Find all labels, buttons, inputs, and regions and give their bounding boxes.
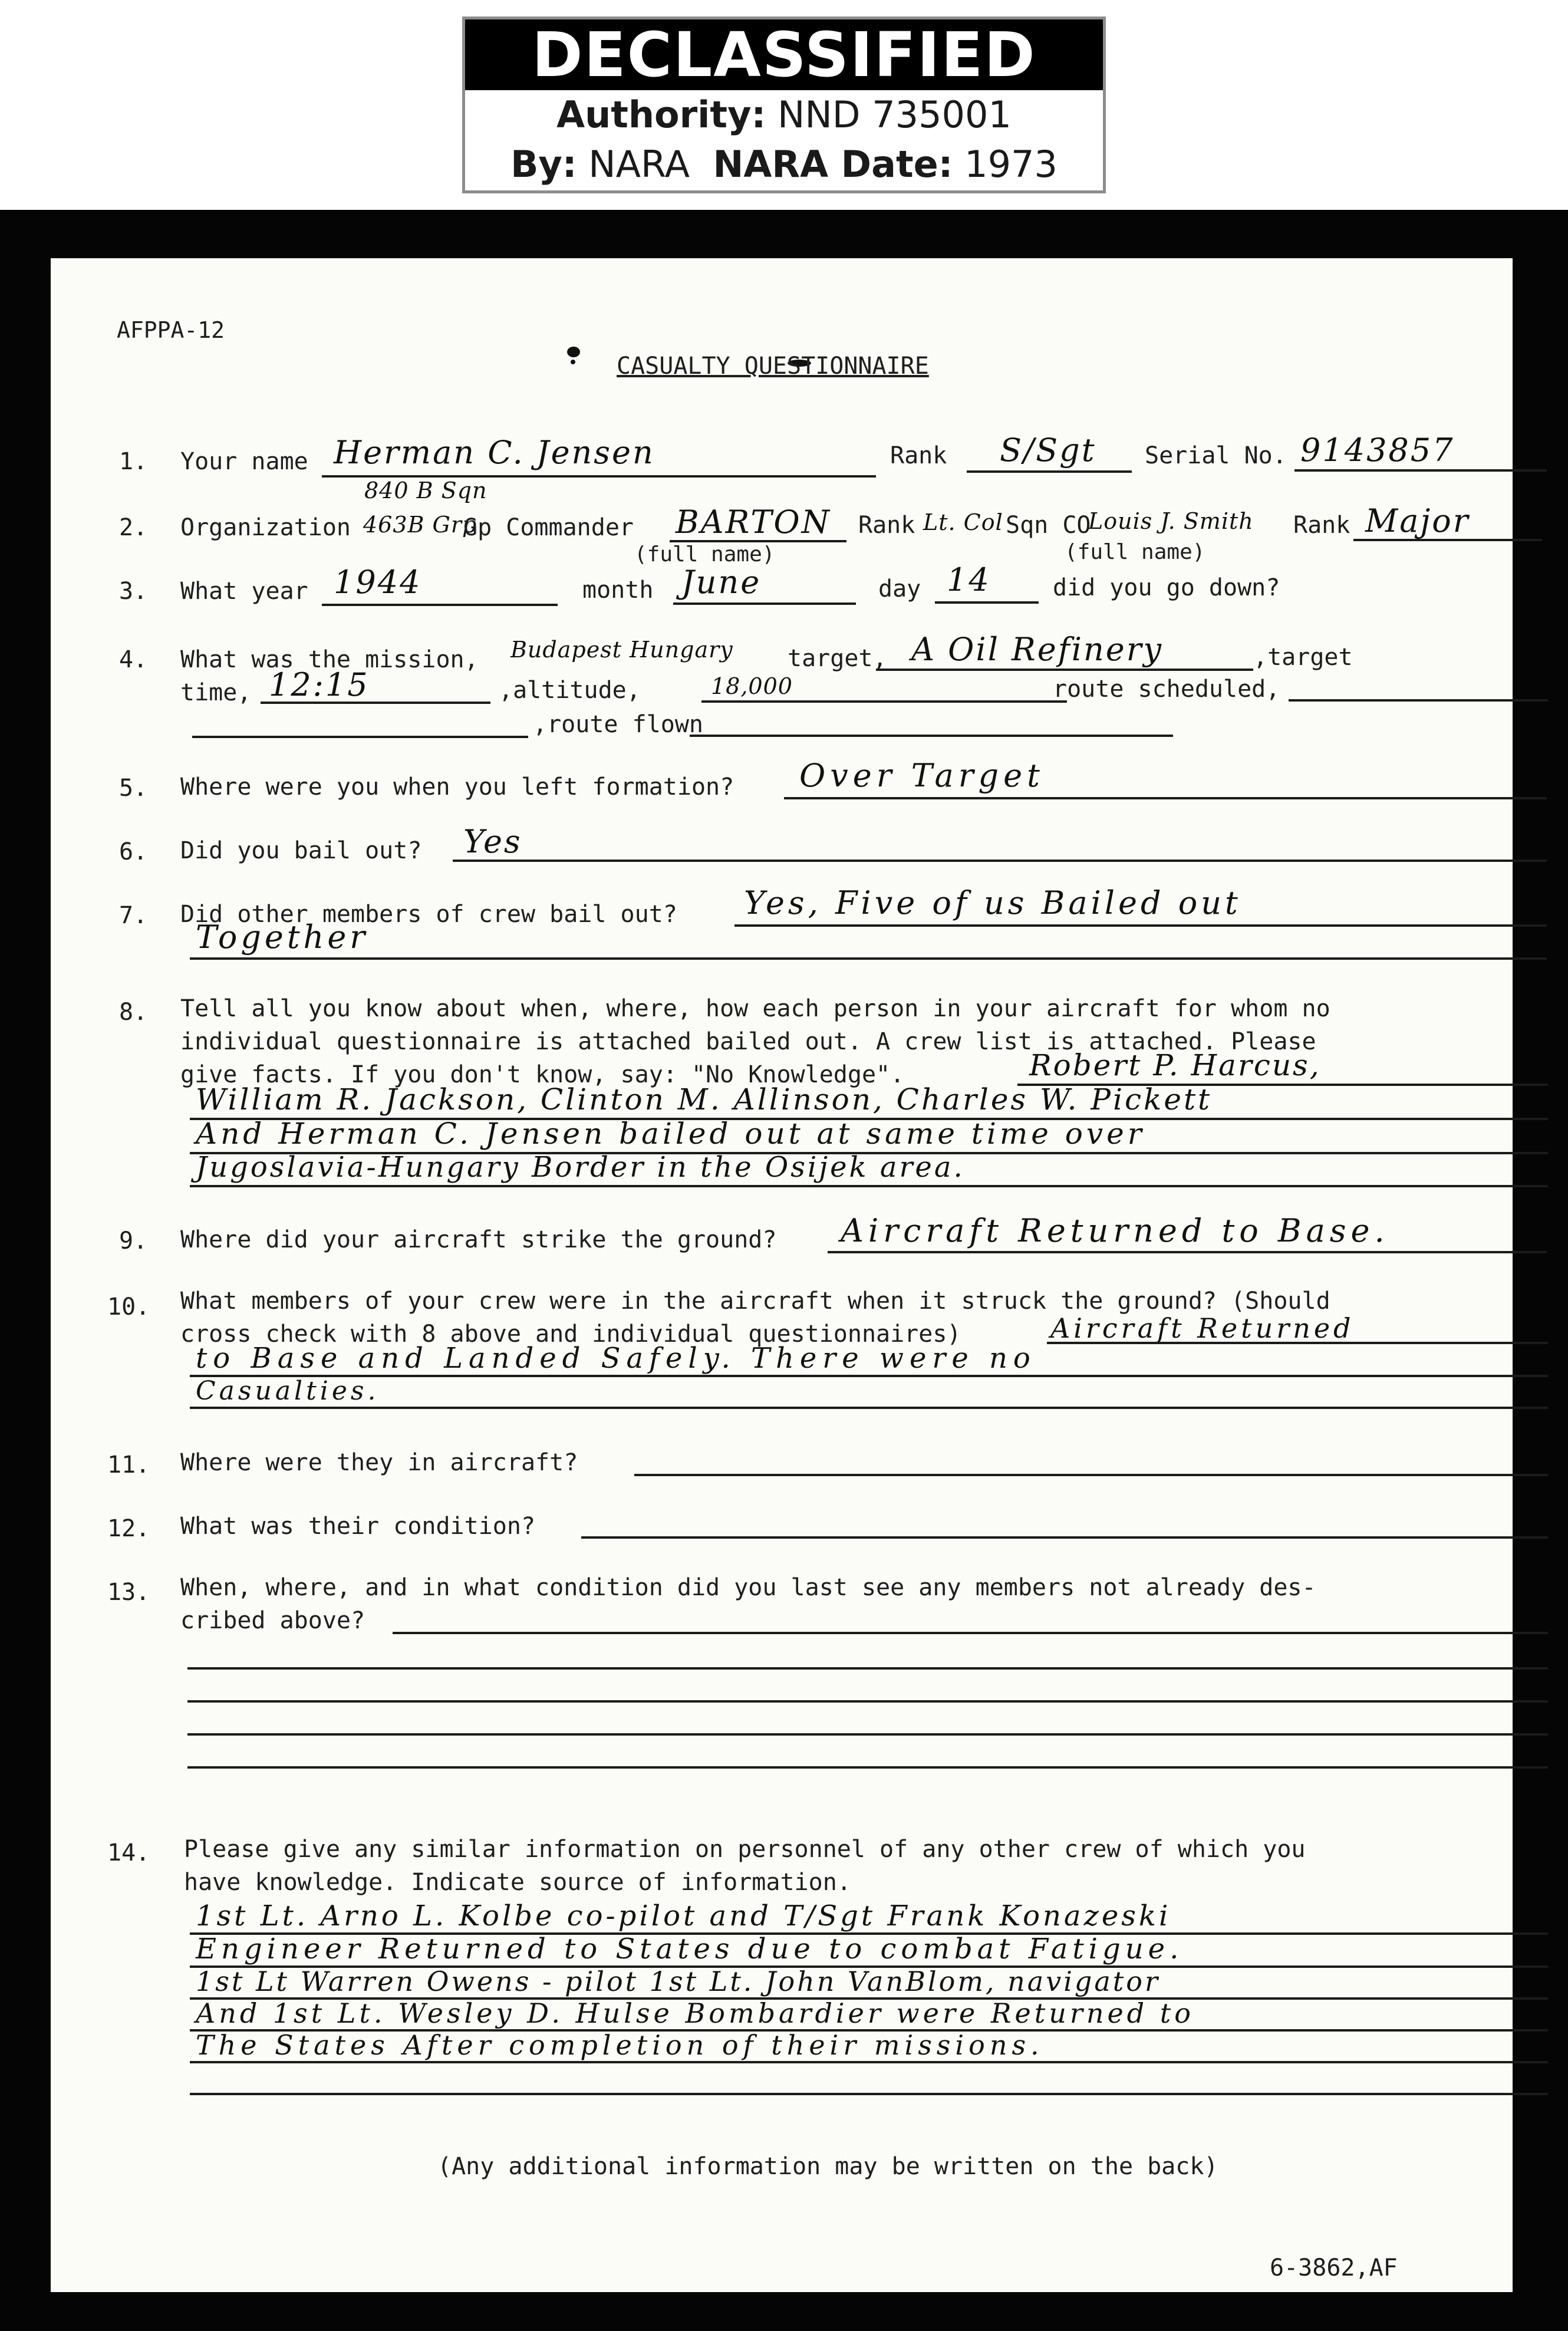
q10-answer-3: Casualties. bbox=[196, 1376, 380, 1406]
q8-number: 8. bbox=[119, 999, 148, 1026]
q14-text-2: have knowledge. Indicate source of information. bbox=[184, 1869, 851, 1896]
q6-number: 6. bbox=[119, 838, 148, 865]
q2-gp-commander-answer: BARTON bbox=[676, 503, 831, 541]
q2-org-note: 840 B Sqn bbox=[364, 478, 487, 503]
q14-text-1: Please give any similar information on personnel of any other crew of which you bbox=[184, 1836, 1306, 1863]
q10-text-2: cross check with 8 above and individual questionnaires) bbox=[180, 1321, 961, 1348]
q8-text-3: give facts. If you don't know, say: "No Knowledge". bbox=[180, 1061, 905, 1088]
q4-route-scheduled-line bbox=[1289, 699, 1548, 702]
q1-number: 1. bbox=[119, 448, 148, 475]
q10-answer-2: to Base and Landed Safely. There were no bbox=[196, 1342, 1036, 1375]
q2-sqn-co-label: Sqn CO bbox=[1006, 512, 1091, 539]
q10-line-3 bbox=[190, 1407, 1548, 1409]
stamp-title: DECLASSIFIED bbox=[465, 19, 1103, 90]
stamp-authority bbox=[465, 90, 1103, 140]
q9-label: Where did your aircraft strike the ground? bbox=[180, 1226, 777, 1253]
q13-line-4 bbox=[187, 1733, 1548, 1736]
q8-answer-4: Jugoslavia-Hungary Border in the Osijek area. bbox=[196, 1151, 965, 1184]
q4-time-answer: 12:15 bbox=[269, 666, 370, 703]
q2-rank2-label: Rank bbox=[1293, 512, 1350, 539]
q5-line bbox=[784, 797, 1547, 799]
q12-line bbox=[581, 1536, 1548, 1539]
q4-number: 4. bbox=[119, 646, 148, 673]
q7-line-2 bbox=[190, 957, 1547, 960]
q10-line-1 bbox=[1047, 1342, 1548, 1344]
q2-sqn-rank-answer: Major bbox=[1365, 502, 1470, 539]
q1-rank-label: Rank bbox=[890, 442, 947, 469]
q2-full-name-note-1: (full name) bbox=[634, 542, 775, 567]
q14-answer-3: 1st Lt Warren Owens - pilot 1st Lt. John VanBlom, navigator bbox=[196, 1965, 1160, 1997]
q9-number: 9. bbox=[119, 1227, 148, 1255]
stamp-authority-value: NND 735001 bbox=[778, 93, 1012, 136]
q3-day-line bbox=[935, 601, 1039, 604]
q2-gp-commander-label: Gp Commander bbox=[463, 514, 634, 541]
q1-serial-answer: 9143857 bbox=[1300, 432, 1455, 469]
q8-answer-1: Robert P. Harcus, bbox=[1029, 1048, 1321, 1082]
q4-altitude-line bbox=[701, 700, 1067, 703]
q2-number: 2. bbox=[119, 514, 148, 541]
q14-line-6 bbox=[190, 2093, 1548, 2095]
questionnaire-page bbox=[51, 258, 1513, 2292]
q3-year-answer: 1944 bbox=[334, 564, 422, 601]
q4-time-label: time, bbox=[180, 679, 252, 706]
q11-number: 11. bbox=[107, 1451, 150, 1479]
q1-name-answer: Herman C. Jensen bbox=[334, 434, 655, 471]
q4-target-time-label: ,target bbox=[1253, 644, 1353, 671]
q4-altitude-answer: 18,000 bbox=[711, 673, 793, 699]
q13-text-2: cribed above? bbox=[180, 1607, 365, 1634]
q11-label: Where were they in aircraft? bbox=[180, 1449, 578, 1476]
q14-answer-5: The States After completion of their missions. bbox=[196, 2029, 1044, 2061]
q6-label: Did you bail out? bbox=[180, 837, 422, 864]
q7-answer-2: Together bbox=[196, 918, 369, 956]
q1-rank-answer: S/Sgt bbox=[1000, 432, 1096, 469]
q3-number: 3. bbox=[119, 578, 148, 605]
q3-month-line bbox=[673, 602, 856, 605]
q1-serial-label: Serial No. bbox=[1145, 442, 1287, 469]
q14-line-5 bbox=[190, 2061, 1548, 2063]
q10-number: 10. bbox=[107, 1293, 150, 1321]
q8-answer-2: William R. Jackson, Clinton M. Allinson, Charles W. Pickett bbox=[196, 1082, 1213, 1117]
q14-answer-2: Engineer Returned to States due to combat Fatigue. bbox=[196, 1932, 1184, 1965]
form-title: CASUALTY QUESTIONNAIRE bbox=[617, 353, 929, 380]
stamp-date-value: 1973 bbox=[964, 143, 1058, 186]
stamp-by bbox=[465, 140, 1103, 189]
form-number: 6-3862,AF bbox=[1270, 2254, 1398, 2281]
q8-text-1: Tell all you know about when, where, how each person in your aircraft for whom no bbox=[180, 995, 1330, 1022]
q2-sqn-co-answer: Louis J. Smith bbox=[1088, 508, 1254, 534]
q4-altitude-label: ,altitude, bbox=[499, 677, 641, 704]
q7-number: 7. bbox=[119, 902, 148, 929]
form-code: AFPPA-12 bbox=[117, 317, 225, 343]
q4-target-answer: A Oil Refinery bbox=[911, 631, 1164, 668]
stamp-date-label: NARA Date: bbox=[713, 143, 953, 186]
q2-org-answer: 463B Grp bbox=[363, 512, 477, 538]
q2-org-label: Organization bbox=[180, 514, 351, 541]
q14-answer-1: 1st Lt. Arno L. Kolbe co-pilot and T/Sgt Frank Konazeski bbox=[196, 1899, 1171, 1932]
q1-name-label: Your name bbox=[180, 448, 308, 475]
q7-line-1 bbox=[734, 924, 1547, 927]
stamp-by-label: By: bbox=[510, 143, 577, 186]
q9-line bbox=[828, 1251, 1547, 1253]
q4-time-line bbox=[261, 702, 490, 704]
q12-label: What was their condition? bbox=[180, 1513, 536, 1540]
q14-number: 14. bbox=[107, 1839, 150, 1866]
q10-line-2 bbox=[190, 1375, 1548, 1377]
q4-target-line bbox=[876, 669, 1253, 671]
q10-answer-1: Aircraft Returned bbox=[1050, 1312, 1355, 1344]
q4-route-flown-line bbox=[690, 735, 1173, 737]
q11-line bbox=[634, 1474, 1548, 1476]
q7-answer-1: Yes, Five of us Bailed out bbox=[744, 884, 1241, 921]
stamp-authority-label: Authority: bbox=[556, 93, 766, 136]
scan-frame bbox=[0, 210, 1568, 2331]
q2-rank-label: Rank bbox=[858, 512, 915, 539]
declassified-stamp bbox=[462, 17, 1106, 193]
q13-text-1: When, where, and in what condition did you last see any members not already des- bbox=[180, 1574, 1316, 1601]
ink-speck bbox=[567, 347, 580, 357]
q14-answer-4: And 1st Lt. Wesley D. Hulse Bombardier were Returned to bbox=[196, 1997, 1194, 2029]
q13-line-5 bbox=[187, 1766, 1548, 1769]
q2-full-name-note-2: (full name) bbox=[1065, 540, 1205, 564]
q1-rank-line bbox=[967, 470, 1132, 473]
q4-mission-answer: Budapest Hungary bbox=[510, 637, 733, 663]
q2-gp-rank-answer: Lt. Col bbox=[923, 509, 1003, 535]
q4-target-label: target, bbox=[788, 645, 887, 672]
q13-number: 13. bbox=[107, 1579, 150, 1606]
q3-month-answer: June bbox=[681, 564, 762, 601]
q6-line bbox=[453, 860, 1547, 862]
q13-line-1 bbox=[393, 1632, 1548, 1634]
q1-serial-line bbox=[1294, 469, 1547, 472]
q3-year-line bbox=[322, 604, 558, 606]
q2-sqn-rank-line bbox=[1353, 539, 1542, 541]
q3-day-answer: 14 bbox=[947, 561, 991, 598]
q4-route-line bbox=[192, 736, 528, 738]
q5-number: 5. bbox=[119, 775, 148, 802]
q3-end-label: did you go down? bbox=[1053, 574, 1280, 601]
stamp-by-value: NARA bbox=[588, 143, 690, 186]
q4-route-flown-label: ,route flown bbox=[533, 711, 703, 738]
q5-answer: Over Target bbox=[799, 757, 1045, 794]
q5-label: Where were you when you left formation? bbox=[180, 773, 734, 801]
q4-mission-label: What was the mission, bbox=[180, 646, 479, 673]
q3-month-label: month bbox=[582, 577, 654, 604]
q10-text-1: What members of your crew were in the aircraft when it struck the ground? (Should bbox=[180, 1288, 1330, 1315]
q8-answer-3: And Herman C. Jensen bailed out at same time over bbox=[196, 1117, 1145, 1151]
q3-day-label: day bbox=[878, 575, 921, 602]
q4-route-scheduled-label: route scheduled, bbox=[1053, 676, 1280, 703]
q3-year-label: What year bbox=[180, 578, 308, 605]
ink-speck bbox=[571, 360, 575, 364]
q12-number: 12. bbox=[107, 1515, 150, 1542]
q8-line-4 bbox=[190, 1185, 1548, 1187]
q9-answer: Aircraft Returned to Base. bbox=[841, 1212, 1389, 1249]
q7-label: Did other members of crew bail out? bbox=[180, 901, 677, 928]
q13-line-3 bbox=[187, 1700, 1548, 1703]
footer-note: (Any additional information may be written on the back) bbox=[437, 2153, 1218, 2180]
q13-line-2 bbox=[187, 1667, 1548, 1670]
q6-answer: Yes bbox=[463, 823, 522, 860]
q8-text-2: individual questionnaire is attached bailed out. A crew list is attached. Please bbox=[180, 1028, 1316, 1055]
